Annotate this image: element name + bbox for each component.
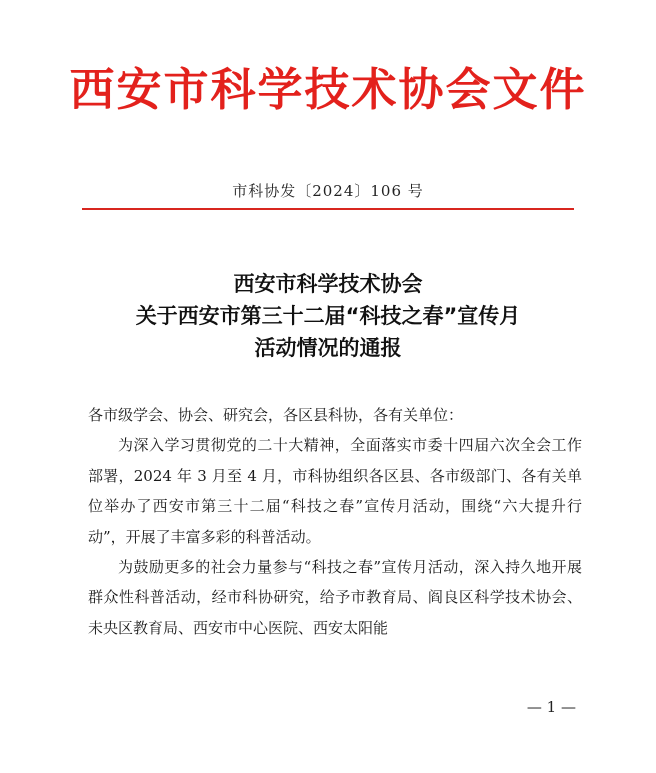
document-number: 市科协发〔2024〕106 号 <box>232 182 424 200</box>
notice-title-line-2: 关于西安市第三十二届“科技之春”宣传月 <box>135 304 521 328</box>
body-paragraph-1: 为深入学习贯彻党的二十大精神，全面落实市委十四届六次全会工作部署，2024 年 3 月至 4 月，市科协组织各区县、各市级部门、各有关单位举办了西安市第三十二届“科技之春”宣传月活动，围绕“六大提升行动”，开展了丰富多彩的科普活动。 <box>88 436 582 546</box>
page-number: — 1 — <box>526 698 576 716</box>
notice-title-line-1: 西安市科学技术协会 <box>233 272 423 296</box>
body-paragraph-2: 为鼓励更多的社会力量参与“科技之春”宣传月活动，深入持久地开展群众性科普活动，经市科协研究，给予市教育局、阎良区科学技术协会、未央区教育局、西安市中心医院、西安太阳能 <box>88 558 582 637</box>
notice-body <box>88 400 582 643</box>
red-divider-line <box>82 208 574 210</box>
document-header-title: 西安市科学技术协会文件 <box>69 63 587 116</box>
notice-title-line-3: 活动情况的通报 <box>254 336 402 360</box>
notice-title <box>0 268 656 364</box>
salutation: 各市级学会、协会、研究会，各区县科协，各有关单位： <box>88 406 464 424</box>
